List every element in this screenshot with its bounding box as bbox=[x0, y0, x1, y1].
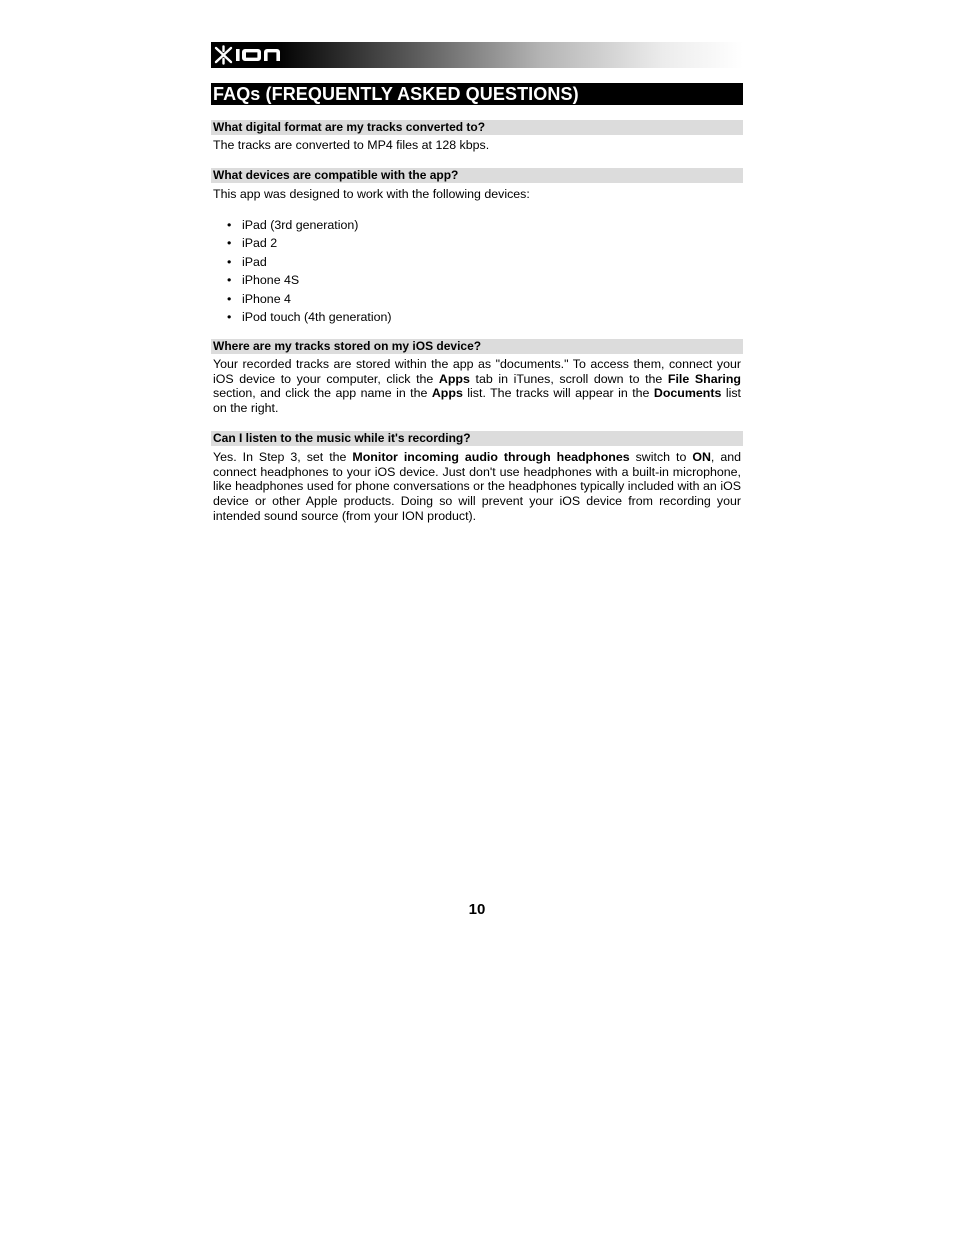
device-name: iPad 2 bbox=[242, 236, 278, 251]
bullet-icon: • bbox=[227, 254, 232, 269]
device-name: iPhone 4 bbox=[242, 291, 291, 306]
device-name: iPad (3rd generation) bbox=[242, 218, 359, 232]
device-name: iPhone 4S bbox=[242, 273, 300, 288]
list-item bbox=[213, 216, 391, 234]
faq-question-1: What digital format are my tracks converted to? bbox=[211, 120, 743, 135]
list-item bbox=[213, 308, 391, 326]
header-bar bbox=[211, 42, 743, 68]
faq-answer-1: The tracks are converted to MP4 files at 128 kbps. bbox=[213, 138, 490, 152]
faq-answer-3: Your recorded tracks are stored within the app as "documents." To access them, connect your iOS device to your computer, click the Apps tab in iTunes, scroll down to the File Sharing section, and click the app name in the Apps list. The tracks will appear in the Documents list on the right. bbox=[213, 357, 741, 416]
list-item bbox=[213, 271, 391, 289]
page-number: 10 bbox=[468, 901, 486, 918]
bullet-icon: • bbox=[227, 309, 232, 324]
section-title-box bbox=[211, 83, 743, 105]
device-name: iPad bbox=[242, 254, 267, 269]
bullet-icon: • bbox=[227, 273, 232, 288]
device-list bbox=[213, 216, 391, 326]
faq-answer-2-intro: This app was designed to work with the following devices: bbox=[213, 187, 530, 201]
ion-logo bbox=[213, 44, 287, 66]
faq-question-4: Can I listen to the music while it's recording? bbox=[211, 431, 743, 446]
faq-answer-4: Yes. In Step 3, set the Monitor incoming audio through headphones switch to ON, and connect headphones to your iOS device. Just don't use headphones with a built-in microphone, like headphones used for phone conversations or the headphones typically included with an iOS device or other Apple products. Doing so will prevent your iOS device from recording your intended sound source (from your ION product). bbox=[213, 450, 741, 523]
bullet-icon: • bbox=[227, 236, 232, 251]
faq-question-2: What devices are compatible with the app? bbox=[211, 168, 743, 183]
list-item bbox=[213, 290, 391, 308]
device-name: iPod touch (4th generation) bbox=[242, 309, 392, 324]
list-item bbox=[213, 234, 391, 252]
bullet-icon: • bbox=[227, 218, 232, 232]
bullet-icon: • bbox=[227, 291, 232, 306]
page-title: FAQs (FREQUENTLY ASKED QUESTIONS) bbox=[213, 84, 579, 104]
list-item bbox=[213, 253, 391, 271]
faq-question-3: Where are my tracks stored on my iOS device? bbox=[211, 339, 743, 354]
